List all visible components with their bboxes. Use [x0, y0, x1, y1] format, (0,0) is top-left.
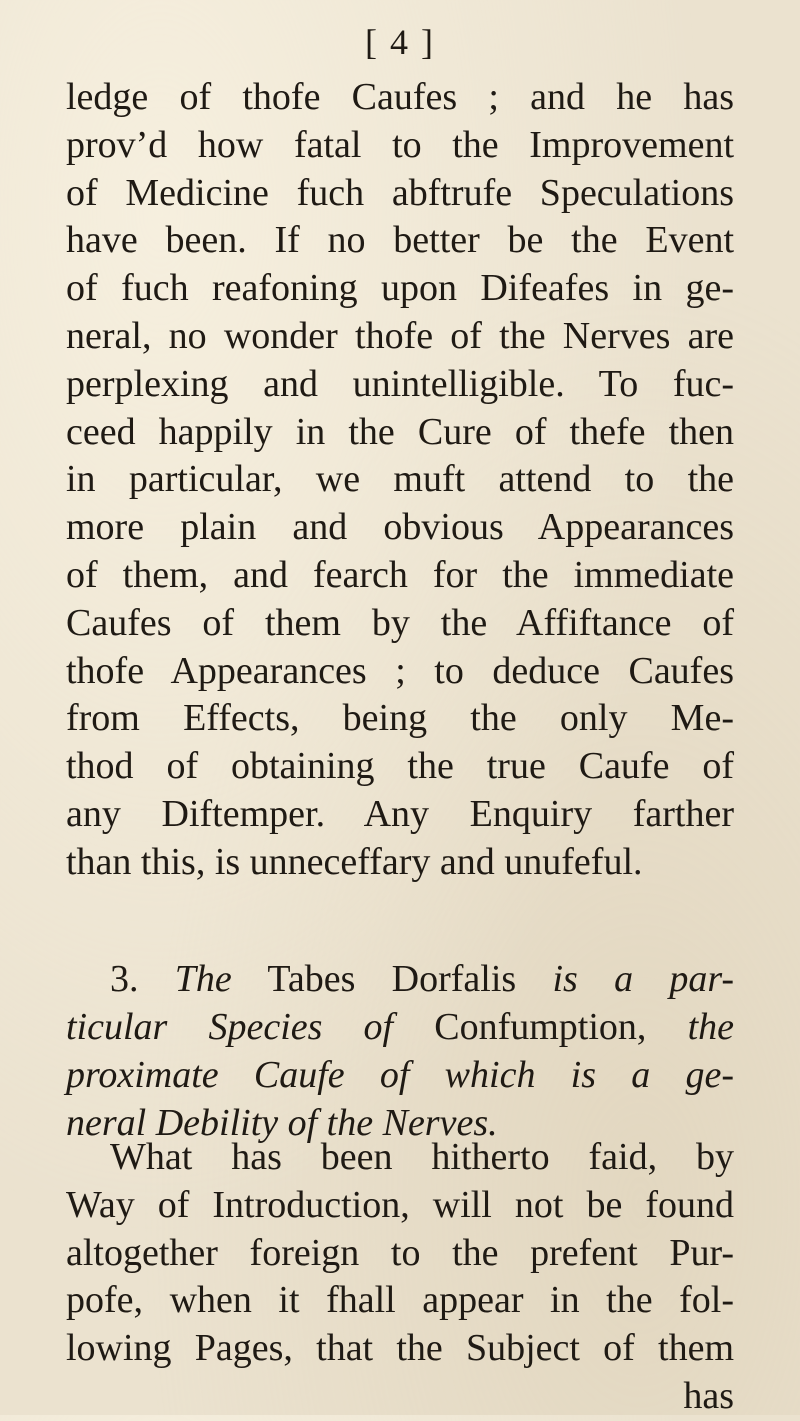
text-line: Caufes of them by the Affiftance of [66, 601, 734, 644]
text-line: neral, no wonder thofe of the Nerves are [66, 314, 734, 357]
text-line: than this, is unneceffary and unufeful. [66, 840, 643, 883]
text-line: any Diftemper. Any Enquiry farther [66, 792, 734, 835]
text-line: ledge of thofe Caufes ; and he has [66, 76, 734, 118]
heading-line: neral Debility of the Nerves. [66, 1102, 498, 1144]
text-line: prov’d how fatal to the Improvement [66, 123, 734, 166]
heading-line [66, 955, 734, 1003]
section-number: 3. [110, 958, 139, 1000]
paragraph-3 [66, 1134, 734, 1421]
text-line: perplexing and unintelligible. To fuc- [66, 362, 734, 405]
text-line: Way of Introduction, will not be found [66, 1183, 734, 1226]
text-line: ceed happily in the Cure of thefe then [66, 410, 734, 453]
text-line: lowing Pages, that the Subject of them [66, 1327, 734, 1370]
text-line: thod of obtaining the true Caufe of [66, 745, 734, 788]
text-line: of fuch reafoning upon Difeafes in ge- [66, 267, 734, 310]
heading-italic-text: The [174, 958, 232, 1000]
text-line: altogether foreign to the prefent Pur- [66, 1231, 734, 1274]
page-number: [ 4 ] [365, 22, 435, 62]
text-line: of them, and fearch for the immediate [66, 553, 734, 596]
text-line: thofe Appearances ; to deduce Caufes [66, 649, 734, 692]
heading-italic-text: is a par- [552, 958, 735, 1000]
text-line: from Effects, being the only Me- [66, 697, 734, 740]
section-heading [66, 955, 734, 1147]
catchword: has [683, 1374, 734, 1417]
heading-line: proximate Caufe of which is a ge- [66, 1054, 734, 1096]
paragraph-1 [66, 74, 734, 887]
text-line: have been. If no better be the Event [66, 219, 734, 262]
text-line: in particular, we muft attend to the [66, 458, 734, 501]
text-line: pofe, when it fhall appear in the fol- [66, 1279, 734, 1322]
heading-line [66, 1003, 734, 1051]
heading-roman-text: Confumption, [434, 1006, 647, 1048]
heading-italic-text: the [687, 1006, 735, 1048]
heading-roman-text: Tabes Dorfalis [267, 958, 517, 1000]
text-line: more plain and obvious Appearances [66, 506, 734, 549]
text-line: of Medicine fuch abftrufe Speculations [66, 171, 734, 214]
heading-italic-text: ticular Species of [66, 1006, 394, 1048]
text-line: What has been hitherto faid, by [110, 1136, 734, 1178]
